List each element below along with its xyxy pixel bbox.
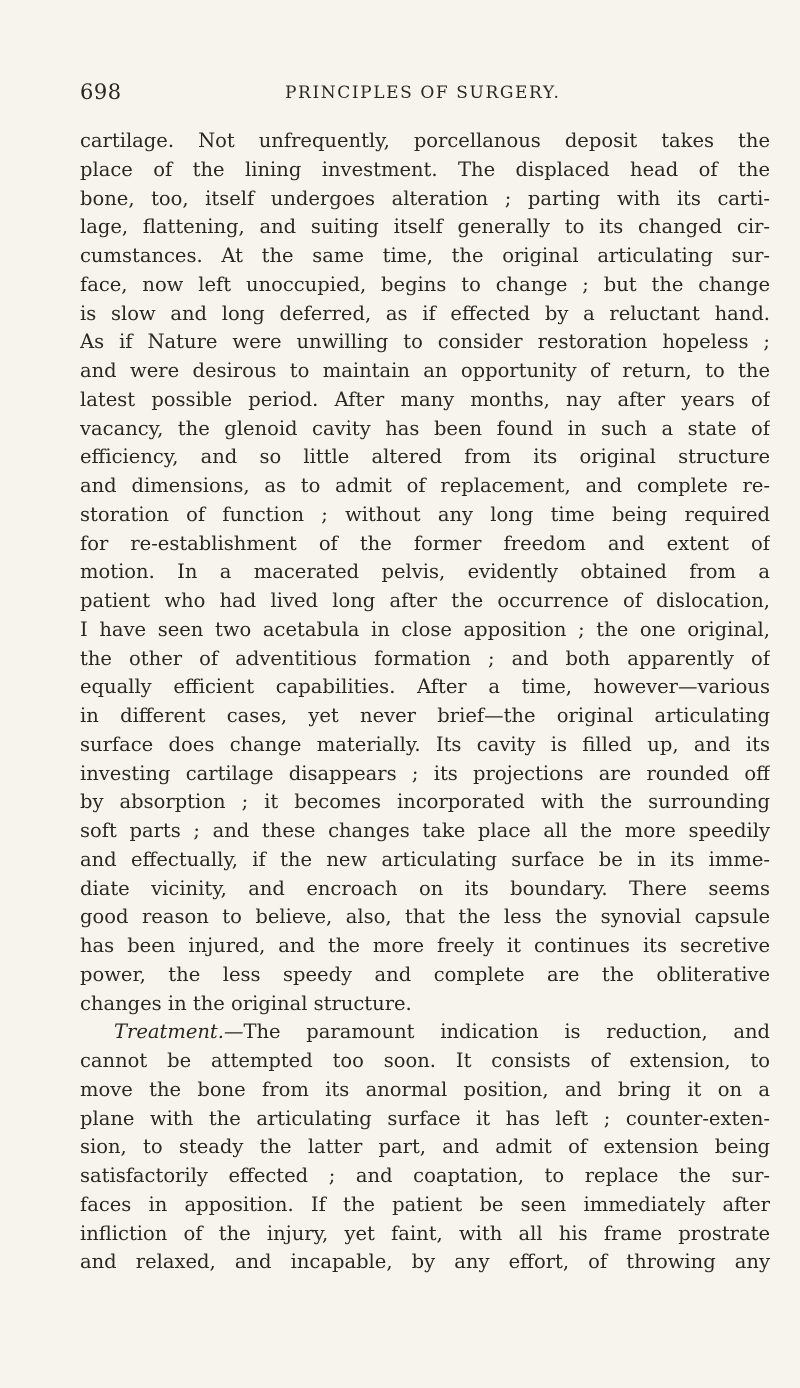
text-line: plane with the articulating surface it has left ; counter-exten- <box>80 1106 770 1130</box>
text-line: storation of function ; without any long time being required <box>80 502 770 526</box>
text-line: is slow and long deferred, as if effected by a reluctant hand. <box>80 301 770 325</box>
text-line: cannot be attempted too soon. It consists of extension, to <box>80 1049 770 1072</box>
text-line: cumstances. At the same time, the original articulating sur- <box>80 244 770 267</box>
treatment-paragraph-start <box>80 1018 770 1047</box>
text-line: investing cartilage disappears ; its projections are rounded off <box>80 761 770 785</box>
treatment-first-line: —The paramount indication is reduction, and <box>223 1020 770 1044</box>
text-line: faces in apposition. If the patient be seen immediately after <box>80 1192 770 1216</box>
text-line: for re-establishment of the former freedom and extent of <box>80 531 770 555</box>
text-line: surface does change materially. Its cavity is filled up, and its <box>80 732 770 756</box>
text-line: sion, to steady the latter part, and admit of extension being <box>80 1135 770 1159</box>
text-line: vacancy, the glenoid cavity has been found in such a state of <box>80 416 770 440</box>
running-head <box>80 80 770 110</box>
text-line: face, now left unoccupied, begins to change ; but the change <box>80 272 770 296</box>
body-text <box>80 127 770 1277</box>
text-line: latest possible period. After many months, nay after years of <box>80 387 770 411</box>
text-line: soft parts ; and these changes take place all the more speedily <box>80 819 770 842</box>
text-line: motion. In a macerated pelvis, evidently obtained from a <box>80 560 770 584</box>
text-line: equally efficient capabilities. After a time, however—various <box>80 675 770 699</box>
treatment-heading: Treatment. <box>114 1020 224 1044</box>
text-line: the other of adventitious formation ; and both apparently of <box>80 646 770 670</box>
running-title: PRINCIPLES OF SURGERY. <box>285 83 561 103</box>
text-line: and relaxed, and incapable, by any effort, of throwing any <box>80 1250 770 1274</box>
text-line: place of the lining investment. The displaced head of the <box>80 157 770 181</box>
text-line: changes in the original structure. <box>80 991 412 1015</box>
text-line: and dimensions, as to admit of replacement, and complete re- <box>80 474 770 497</box>
text-line: efficiency, and so little altered from its original structure <box>80 445 770 469</box>
text-line: I have seen two acetabula in close apposition ; the one original, <box>80 617 770 641</box>
text-line: and effectually, if the new articulating surface be in its imme- <box>80 847 770 871</box>
text-line: power, the less speedy and complete are the obliterative <box>80 962 770 986</box>
text-line: has been injured, and the more freely it continues its secretive <box>80 934 770 957</box>
text-line: good reason to believe, also, that the less the synovial capsule <box>80 905 770 929</box>
text-line: move the bone from its anormal position, and bring it on a <box>80 1077 770 1101</box>
text-line: lage, flattening, and suiting itself generally to its changed cir- <box>80 215 770 239</box>
page-number: 698 <box>80 80 122 104</box>
text-line: and were desirous to maintain an opportunity of return, to the <box>80 359 770 382</box>
text-line: infliction of the injury, yet faint, with all his frame prostrate <box>80 1221 770 1245</box>
text-line: diate vicinity, and encroach on its boundary. There seems <box>80 876 770 900</box>
text-line: patient who had lived long after the occurrence of dislocation, <box>80 589 770 612</box>
text-line: by absorption ; it becomes incorporated with the surrounding <box>80 790 770 814</box>
text-line: cartilage. Not unfrequently, porcellanous deposit takes the <box>80 129 770 152</box>
text-line: satisfactorily effected ; and coaptation, to replace the sur- <box>80 1164 770 1187</box>
text-line: As if Nature were unwilling to consider restoration hopeless ; <box>80 330 770 354</box>
text-line: bone, too, itself undergoes alteration ; parting with its carti- <box>80 186 770 210</box>
text-line: in different cases, yet never brief—the original articulating <box>80 704 770 727</box>
